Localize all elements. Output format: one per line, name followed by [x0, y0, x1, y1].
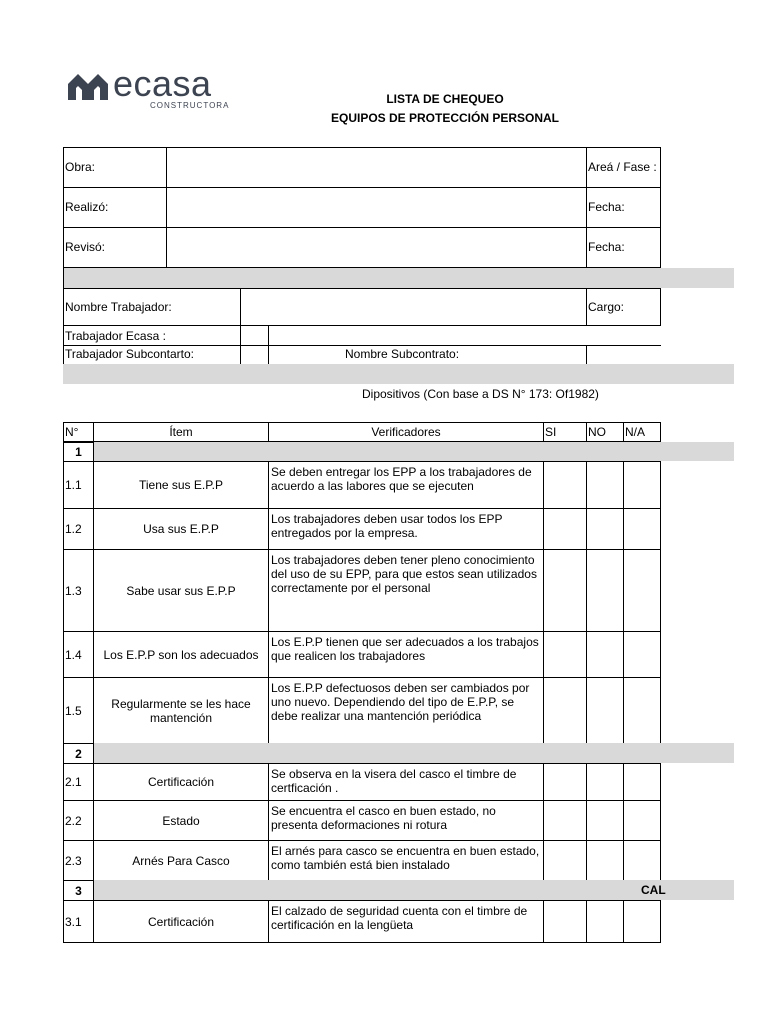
section-band	[93, 442, 734, 461]
reviso-field[interactable]	[168, 229, 584, 265]
row-verificador: Se observa en la visera del casco el timbre de certficación .	[268, 763, 544, 801]
row-number: 1.2	[63, 508, 94, 550]
nombre-trabajador-field[interactable]	[242, 290, 584, 324]
col-si: SI	[543, 422, 587, 442]
row-verificador: Los trabajadores deben tener pleno conocimiento del uso de su EPP, para que estos sean utilizados correctamente por el personal	[268, 549, 544, 632]
row-verificador: Los trabajadores deben usar todos los EPP entregados por la empresa.	[268, 508, 544, 550]
row-number: 1.3	[63, 549, 94, 632]
section-band	[93, 743, 734, 763]
na-checkbox[interactable]	[623, 631, 661, 678]
row-verificador: Los E.P.P tienen que ser adecuados a los trabajos que realicen los trabajadores	[268, 631, 544, 678]
no-checkbox[interactable]	[586, 763, 624, 801]
col-na: N/A	[623, 422, 661, 442]
row-number: 2.2	[63, 800, 94, 841]
trabajador-sub-check[interactable]	[241, 346, 267, 363]
row-item: Sabe usar sus E.P.P	[93, 549, 269, 632]
row-verificador: Los E.P.P defectuosos deben ser cambiados por uno nuevo. Dependiendo del tipo de E.P.P, se debe realizar una mantención periódica	[268, 677, 544, 744]
no-checkbox[interactable]	[586, 677, 624, 744]
si-checkbox[interactable]	[543, 461, 587, 509]
nombre-sub-label: Nombre Subcontrato:	[345, 347, 460, 361]
house-logo-icon	[66, 72, 110, 102]
na-checkbox[interactable]	[623, 763, 661, 801]
no-checkbox[interactable]	[586, 508, 624, 550]
si-checkbox[interactable]	[543, 508, 587, 550]
title-line-2: EQUIPOS DE PROTECCIÓN PERSONAL	[330, 111, 560, 125]
cargo-label: Cargo:	[588, 300, 625, 314]
obra-label: Obra:	[65, 160, 96, 174]
realizo-label: Realizó:	[65, 200, 109, 214]
trabajador-ecasa-label: Trabajador Ecasa :	[65, 329, 166, 343]
si-checkbox[interactable]	[543, 840, 587, 881]
si-checkbox[interactable]	[543, 677, 587, 744]
col-n: N°	[63, 422, 94, 442]
si-checkbox[interactable]	[543, 631, 587, 678]
si-checkbox[interactable]	[543, 549, 587, 632]
fecha-label-1: Fecha:	[588, 200, 625, 214]
row-item: Certificación	[93, 763, 269, 801]
trabajador-sub-label: Trabajador Subcontarto:	[65, 347, 194, 361]
row-item: Los E.P.P son los adecuados	[93, 631, 269, 678]
si-checkbox[interactable]	[543, 800, 587, 841]
na-checkbox[interactable]	[623, 461, 661, 509]
row-number: 2.3	[63, 840, 94, 881]
fecha-label-2: Fecha:	[588, 240, 625, 254]
si-checkbox[interactable]	[543, 900, 587, 943]
na-checkbox[interactable]	[623, 508, 661, 550]
section-band	[93, 880, 734, 900]
row-number: 3.1	[63, 900, 94, 943]
col-no: NO	[586, 422, 624, 442]
nombre-trabajador-label: Nombre Trabajador:	[65, 300, 172, 314]
dispositivos-label: Dipositivos (Con base a DS N° 173: Of1982)	[362, 387, 599, 401]
checklist-table	[63, 422, 661, 442]
title-line-1: LISTA DE CHEQUEO	[386, 92, 504, 106]
na-checkbox[interactable]	[623, 549, 661, 632]
nombre-sub-field[interactable]	[587, 346, 660, 363]
separator-band-2	[63, 364, 734, 384]
na-checkbox[interactable]	[623, 800, 661, 841]
row-item: Regularmente se les hace mantención	[93, 677, 269, 744]
na-checkbox[interactable]	[623, 677, 661, 744]
row-verificador: El arnés para casco se encuentra en buen estado, como también está bien instalado	[268, 840, 544, 881]
col-item: Ítem	[93, 422, 269, 442]
section-label: CAL	[641, 883, 666, 897]
area-label: Areá / Fase :	[588, 160, 657, 174]
si-checkbox[interactable]	[543, 763, 587, 801]
row-item: Estado	[93, 800, 269, 841]
row-verificador: El calzado de seguridad cuenta con el timbre de certificación en la lengüeta	[268, 900, 544, 943]
no-checkbox[interactable]	[586, 900, 624, 943]
row-verificador: Se deben entregar los EPP a los trabajadores de acuerdo a las labores que se ejecuten	[268, 461, 544, 509]
logo-name: ecasa	[113, 63, 212, 104]
row-number: 1.4	[63, 631, 94, 678]
section-number: 1	[63, 442, 94, 462]
row-item: Usa sus E.P.P	[93, 508, 269, 550]
no-checkbox[interactable]	[586, 461, 624, 509]
no-checkbox[interactable]	[586, 631, 624, 678]
col-verificadores: Verificadores	[268, 422, 544, 442]
logo-subtitle: CONSTRUCTORA	[150, 101, 230, 110]
row-verificador: Se encuentra el casco en buen estado, no presenta deformaciones ni rotura	[268, 800, 544, 841]
no-checkbox[interactable]	[586, 840, 624, 881]
company-logo	[66, 63, 236, 115]
na-checkbox[interactable]	[623, 840, 661, 881]
row-number: 1.5	[63, 677, 94, 744]
trabajador-ecasa-check[interactable]	[241, 327, 267, 344]
row-number: 2.1	[63, 763, 94, 801]
separator-band	[63, 268, 734, 288]
section-number: 3	[63, 880, 94, 901]
no-checkbox[interactable]	[586, 800, 624, 841]
realizo-field[interactable]	[168, 189, 584, 225]
no-checkbox[interactable]	[586, 549, 624, 632]
reviso-label: Revisó:	[65, 240, 106, 254]
row-number: 1.1	[63, 461, 94, 509]
row-item: Certificación	[93, 900, 269, 943]
row-item: Arnés Para Casco	[93, 840, 269, 881]
section-number: 2	[63, 743, 94, 764]
row-item: Tiene sus E.P.P	[93, 461, 269, 509]
obra-field[interactable]	[168, 149, 584, 185]
na-checkbox[interactable]	[623, 900, 661, 943]
